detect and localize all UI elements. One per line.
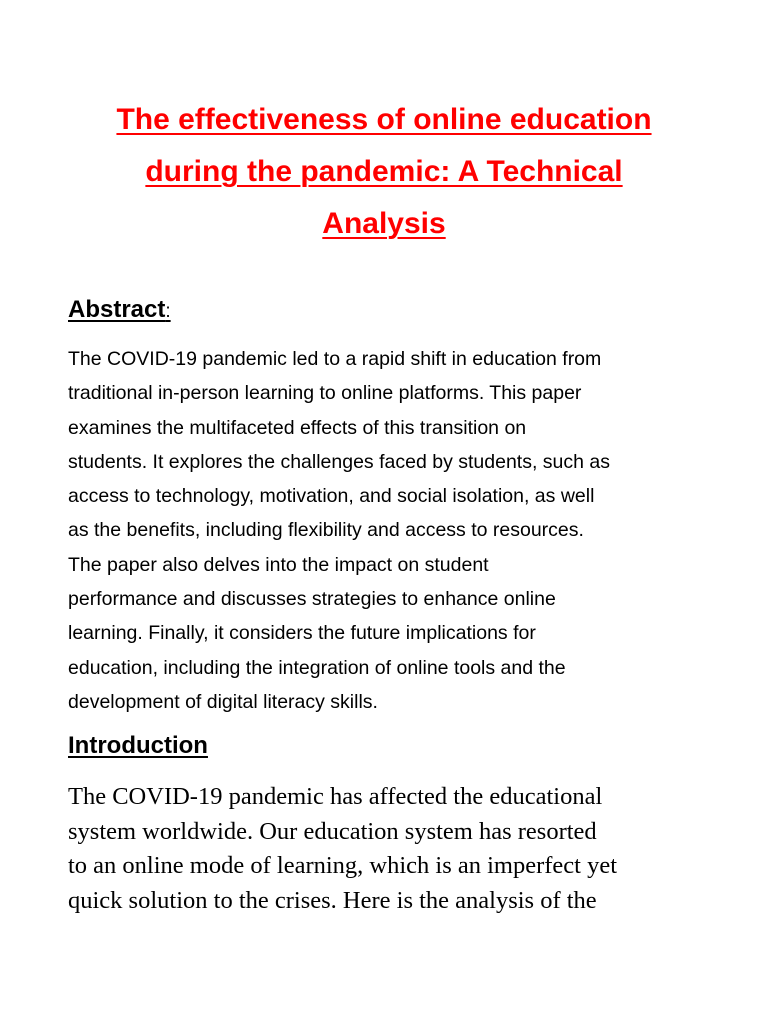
abstract-line: examines the multifaceted effects of this transition on	[68, 416, 527, 439]
introduction-paragraph	[68, 780, 708, 918]
abstract-line: performance and discusses strategies to enhance online	[68, 588, 556, 611]
document-title	[60, 94, 708, 250]
abstract-line: education, including the integration of online tools and the	[68, 656, 566, 679]
title-line: during the pandemic: A Technical	[145, 155, 623, 188]
title-line: The effectiveness of online education	[116, 103, 652, 136]
abstract-line: development of digital literacy skills.	[68, 690, 378, 713]
abstract-line: as the benefits, including flexibility and access to resources.	[68, 519, 584, 542]
introduction-line: quick solution to the crises. Here is the analysis of the	[68, 886, 597, 914]
abstract-line: access to technology, motivation, and social isolation, as well	[68, 485, 595, 508]
abstract-paragraph	[68, 342, 708, 719]
abstract-line: students. It explores the challenges faced by students, such as	[68, 450, 610, 473]
abstract-line: The COVID-19 pandemic led to a rapid shift in education from	[68, 348, 602, 370]
introduction-line: system worldwide. Our education system has resorted	[68, 817, 597, 845]
abstract-heading	[68, 295, 171, 327]
introduction-line: The COVID-19 pandemic has affected the educational	[68, 783, 603, 810]
title-line: Analysis	[322, 207, 446, 240]
introduction-line: to an online mode of learning, which is an imperfect yet	[68, 852, 618, 879]
abstract-heading-text: Abstract	[68, 296, 166, 323]
abstract-line: The paper also delves into the impact on student	[68, 553, 489, 576]
introduction-heading: Introduction	[68, 732, 208, 759]
abstract-heading-colon: :	[165, 301, 171, 322]
abstract-line: learning. Finally, it considers the future implications for	[68, 622, 536, 645]
abstract-line: traditional in-person learning to online platforms. This paper	[68, 382, 582, 405]
